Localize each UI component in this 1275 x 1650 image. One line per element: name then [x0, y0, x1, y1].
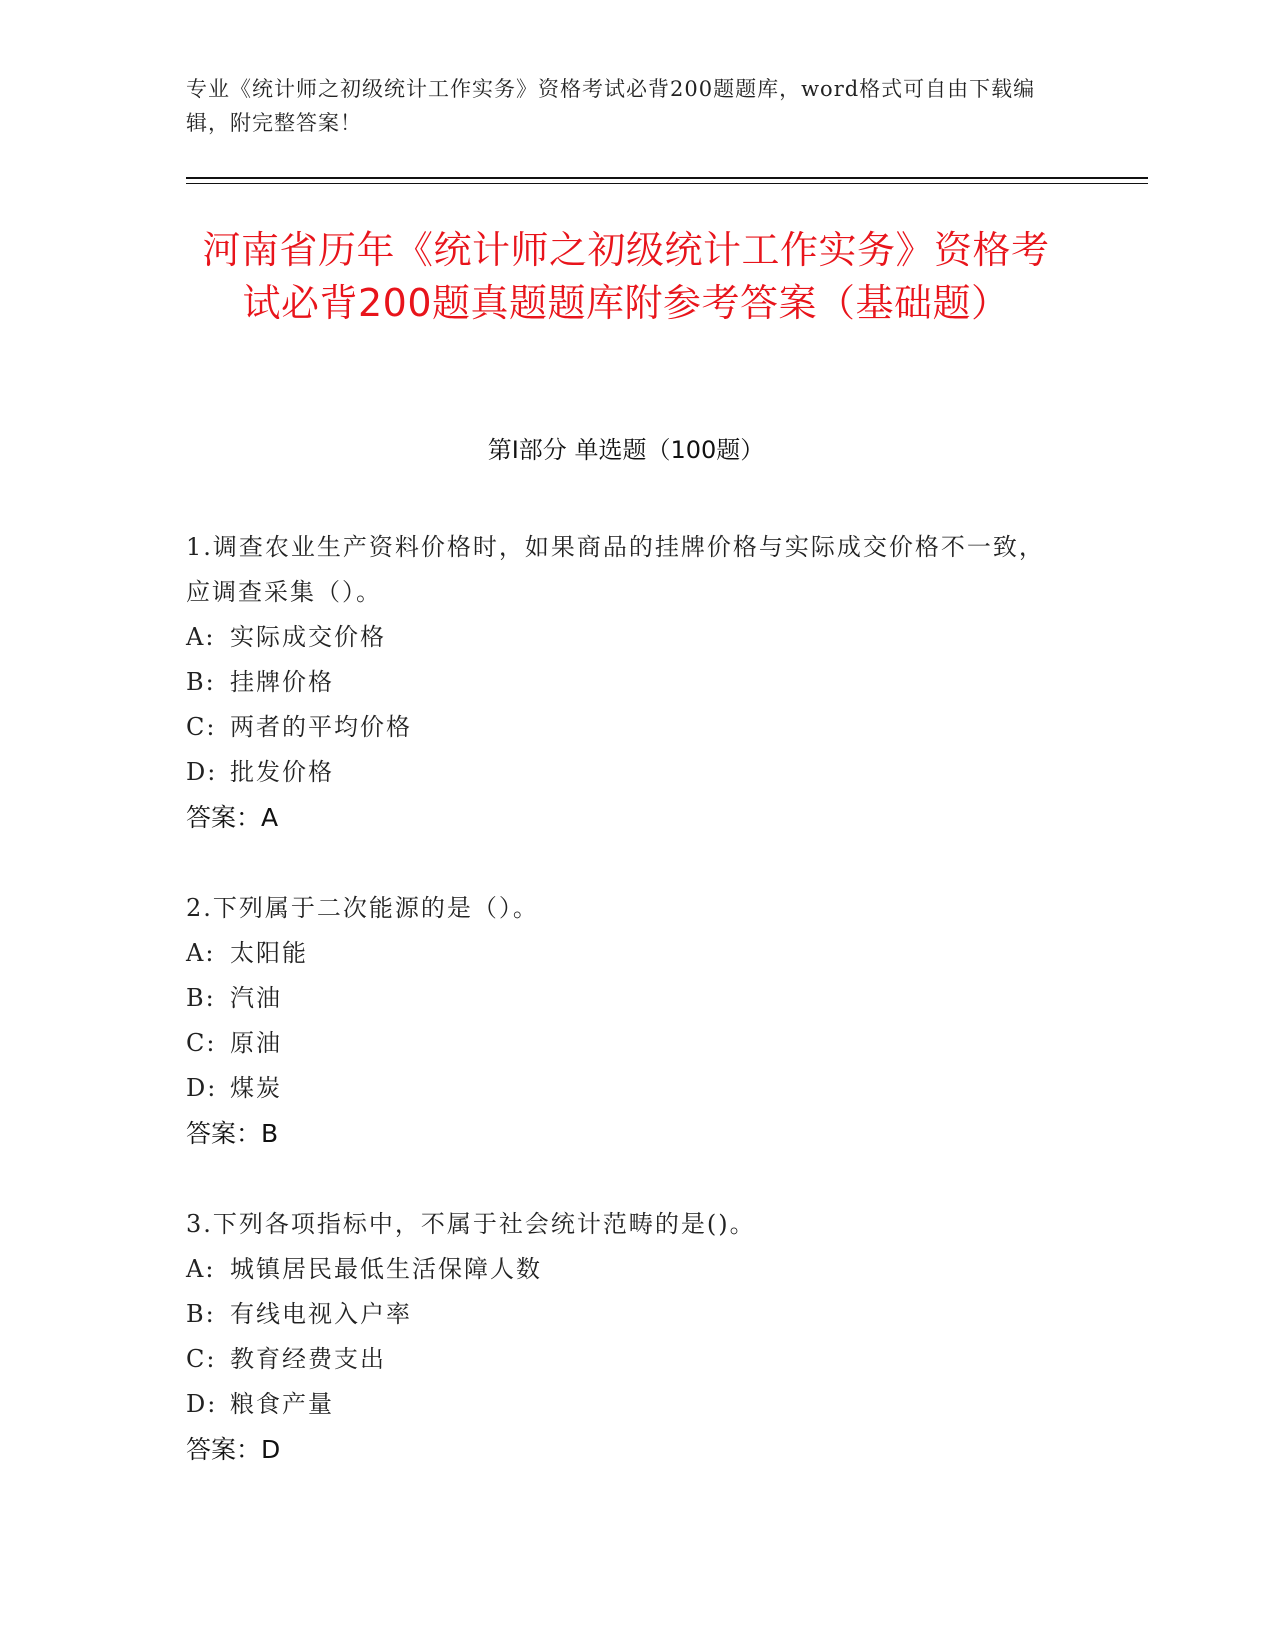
answer-label: 答案： [186, 1119, 262, 1148]
option-c [186, 1021, 1066, 1066]
option-text: 两者的平均价格 [230, 713, 412, 741]
option-letter: B: [186, 1300, 216, 1328]
option-text: 批发价格 [230, 758, 334, 786]
option-text: 太阳能 [230, 939, 308, 967]
question-3 [186, 1202, 1066, 1473]
option-b [186, 976, 1066, 1021]
header-note: 专业《统计师之初级统计工作实务》资格考试必背200题题库，word格式可自由下载编辑，附完整答案！ [186, 77, 1036, 135]
option-letter: C: [186, 1029, 217, 1057]
option-d [186, 1382, 1066, 1427]
option-a [186, 931, 1066, 976]
option-text: 煤炭 [230, 1074, 282, 1102]
option-letter: C: [186, 713, 217, 741]
option-letter: D: [186, 758, 218, 786]
option-b [186, 1292, 1066, 1337]
header-rule-thick [186, 177, 1148, 179]
option-text: 挂牌价格 [230, 668, 334, 696]
answer-label: 答案： [186, 803, 262, 832]
question-stem: 2.下列属于二次能源的是（）。 [186, 894, 539, 922]
option-d [186, 1066, 1066, 1111]
option-letter: B: [186, 668, 216, 696]
question-stem: 3.下列各项指标中，不属于社会统计范畴的是()。 [186, 1210, 756, 1238]
question-stem: 1.调查农业生产资料价格时，如果商品的挂牌价格与实际成交价格不一致，应调查采集（）。 [186, 533, 1045, 606]
answer-value: D [261, 1435, 281, 1464]
option-letter: B: [186, 984, 216, 1012]
option-text: 汽油 [230, 984, 282, 1012]
option-text: 有线电视入户率 [230, 1300, 412, 1328]
option-c [186, 705, 1066, 750]
document-title: 河南省历年《统计师之初级统计工作实务》资格考试必背200题真题题库附参考答案（基础题） [202, 228, 1050, 325]
option-letter: A: [186, 1255, 216, 1283]
answer-line [186, 795, 1066, 841]
option-letter: A: [186, 939, 216, 967]
option-text: 教育经费支出 [230, 1345, 386, 1373]
option-a [186, 615, 1066, 660]
header-rule-thin [186, 183, 1148, 184]
option-letter: C: [186, 1345, 217, 1373]
answer-value: A [261, 803, 279, 832]
option-text: 原油 [230, 1029, 282, 1057]
option-text: 粮食产量 [230, 1390, 334, 1418]
option-letter: D: [186, 1074, 218, 1102]
question-1 [186, 525, 1066, 841]
option-c [186, 1337, 1066, 1382]
option-text: 实际成交价格 [230, 623, 386, 651]
answer-line [186, 1427, 1066, 1473]
section-heading: 第I部分 单选题（100题） [487, 436, 765, 464]
answer-line [186, 1111, 1066, 1157]
option-d [186, 750, 1066, 795]
question-list [186, 525, 1066, 1518]
option-a [186, 1247, 1066, 1292]
question-2 [186, 886, 1066, 1157]
answer-value: B [261, 1119, 279, 1148]
answer-label: 答案： [186, 1435, 262, 1464]
option-letter: A: [186, 623, 216, 651]
option-b [186, 660, 1066, 705]
option-letter: D: [186, 1390, 218, 1418]
option-text: 城镇居民最低生活保障人数 [230, 1255, 542, 1283]
